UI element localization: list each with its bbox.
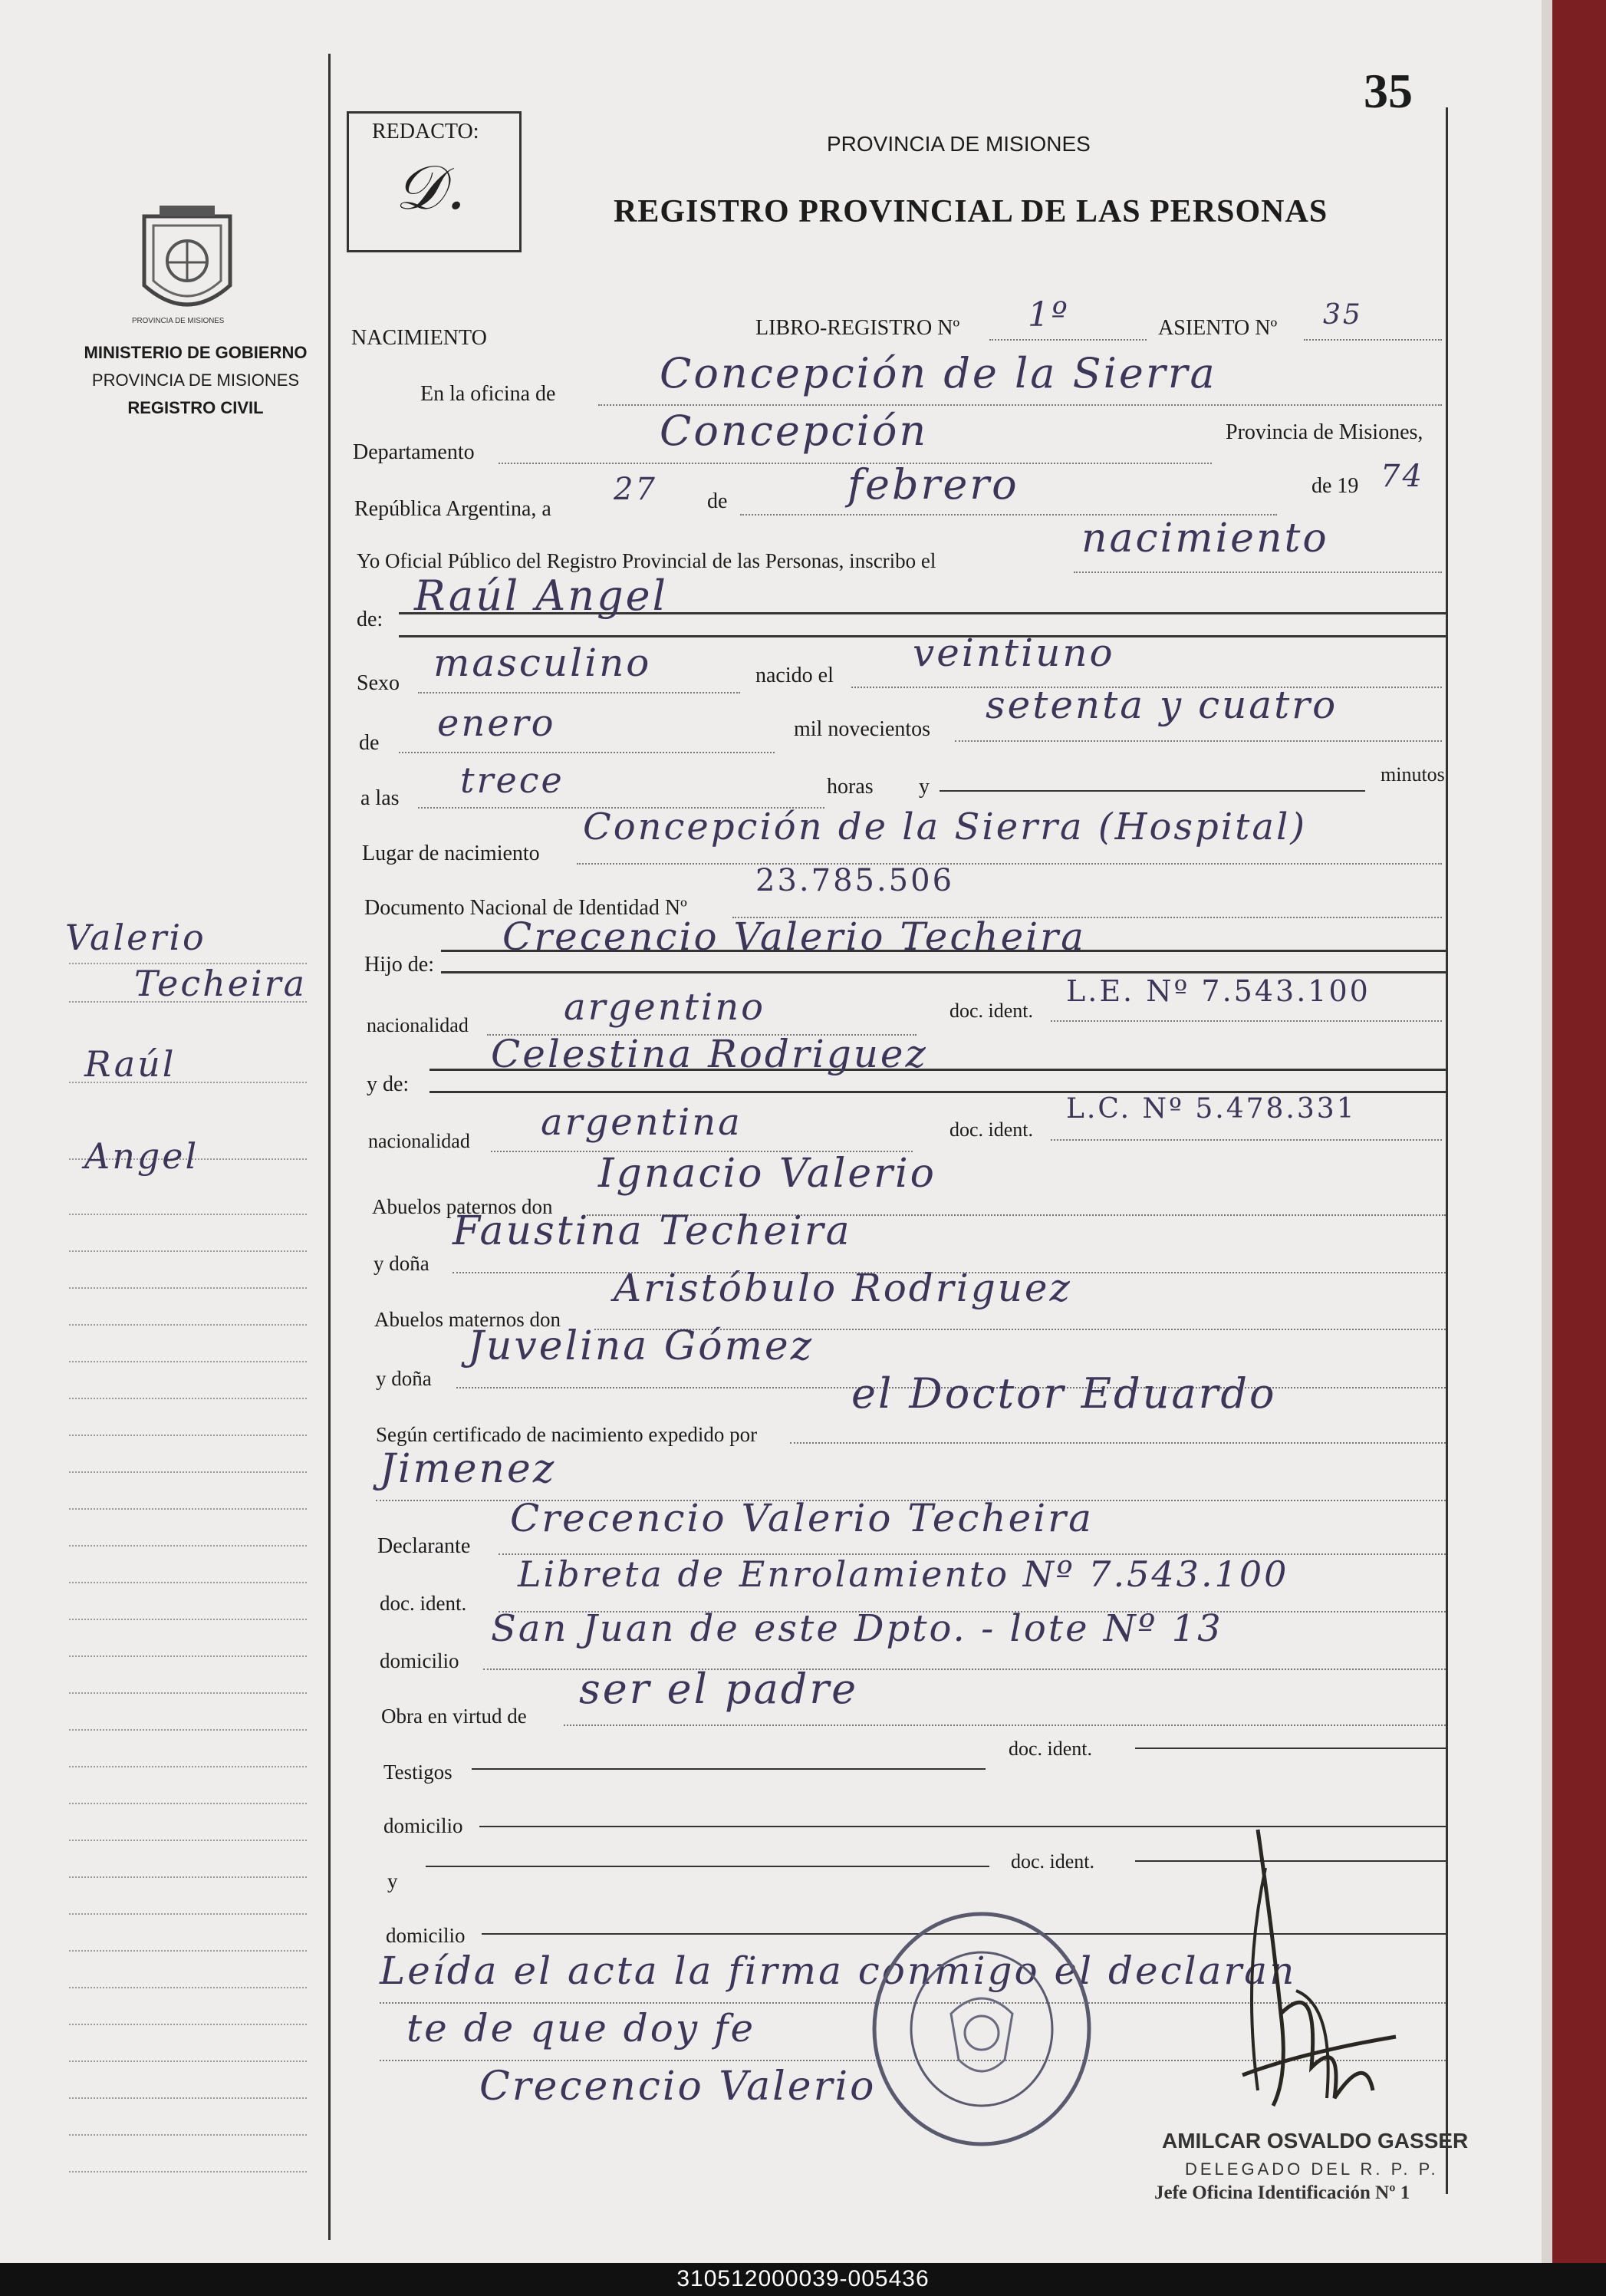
dni-value: 23.785.506 <box>755 863 955 898</box>
padre-value: Crecencio Valerio Techeira <box>502 914 1086 959</box>
ydona-pat-label: y doña <box>374 1252 429 1275</box>
abuela-pat: Faustina Techeira <box>453 1208 852 1254</box>
padre-nac-label: nacionalidad <box>367 1014 469 1036</box>
mil-label: mil novecientos <box>794 717 931 741</box>
oficina-line <box>598 404 1442 406</box>
ministry-line2: PROVINCIA DE MISIONES <box>91 371 300 390</box>
margin-line <box>69 1471 307 1473</box>
oficina-value: Concepción de la Sierra <box>660 349 1217 397</box>
mes-line <box>399 752 775 753</box>
margin-line <box>69 2060 307 2062</box>
obra-value: ser el padre <box>579 1665 859 1713</box>
margin-line <box>69 2097 307 2099</box>
margin-line <box>69 1398 307 1399</box>
hijo-label: Hijo de: <box>364 953 434 977</box>
libro-value: 1º <box>1028 295 1070 334</box>
margin-line <box>69 1766 307 1767</box>
abuelo-pat: Ignacio Valerio <box>598 1151 936 1197</box>
libro-label: LIBRO-REGISTRO Nº <box>755 316 960 340</box>
ministry-line3: REGISTRO CIVIL <box>127 398 264 417</box>
padre-doc-line <box>1051 1020 1442 1022</box>
asiento-value: 35 <box>1323 299 1363 331</box>
testigo2-line <box>426 1866 989 1867</box>
oficial-text: Yo Oficial Público del Registro Provincial de las Personas, inscribo el <box>357 549 936 572</box>
ministry-line1: MINISTERIO DE GOBIERNO <box>84 343 308 362</box>
hora-value: trece <box>460 759 564 801</box>
de-label: de <box>707 489 728 513</box>
oficina-label: En la oficina de <box>420 382 556 406</box>
document-id: 310512000039-005436 <box>676 2266 930 2291</box>
margin-note-3: Raúl <box>84 1043 176 1085</box>
libro-line <box>989 339 1147 341</box>
madre-nac-label: nacionalidad <box>368 1130 470 1152</box>
republica-label: República Argentina, a <box>354 497 551 521</box>
margin-line <box>69 1619 307 1620</box>
abuela-mat: Juvelina Gómez <box>468 1323 815 1369</box>
margin-line <box>69 1655 307 1657</box>
asiento-label: ASIENTO Nº <box>1158 316 1278 340</box>
obra-line <box>564 1724 1446 1726</box>
official-signature-icon <box>1227 1822 1404 2121</box>
redacto-box <box>347 111 522 252</box>
lugar-value: Concepción de la Sierra (Hospital) <box>583 805 1308 848</box>
margin-line <box>69 1435 307 1436</box>
inscribo-line <box>1074 572 1442 573</box>
nacido-label: nacido el <box>755 664 834 687</box>
seal-caption: PROVINCIA DE MISIONES <box>132 316 225 325</box>
header-province: PROVINCIA DE MISIONES <box>827 132 1091 156</box>
madre-doc: L.C. Nº 5.478.331 <box>1066 1093 1357 1125</box>
testigo1-domicilio-label: domicilio <box>383 1814 463 1837</box>
padre-nac: argentino <box>564 986 766 1029</box>
madre-doc-line <box>1051 1139 1442 1141</box>
declarante-value: Crecencio Valerio Techeira <box>510 1496 1094 1540</box>
official-name: AMILCAR OSVALDO GASSER <box>1162 2129 1469 2153</box>
y-label: y <box>919 775 930 799</box>
testigos-doc-line <box>1135 1748 1446 1749</box>
certificado-value2: Jimenez <box>380 1446 557 1492</box>
margin-line <box>69 1950 307 1952</box>
testigos-doc-label: doc. ident. <box>1009 1738 1093 1760</box>
margin-line <box>69 1876 307 1878</box>
year-prefix: de 19 <box>1311 474 1359 498</box>
declarante-label: Declarante <box>377 1534 471 1558</box>
certificado-line <box>790 1442 1446 1444</box>
domicilio-value: San Juan de este Dpto. - lote Nº 13 <box>491 1607 1223 1650</box>
sexo-label: Sexo <box>357 671 400 695</box>
decl-doc-value: Libreta de Enrolamiento Nº 7.543.100 <box>518 1553 1289 1595</box>
margin-line <box>69 1987 307 1988</box>
margin-line <box>69 1545 307 1547</box>
horas-label: horas <box>827 775 874 799</box>
margin-line <box>69 1250 307 1252</box>
departamento-label: Departamento <box>353 440 475 464</box>
margin-note-4: Angel <box>84 1135 199 1177</box>
provincia-suffix: Provincia de Misiones, <box>1226 420 1423 444</box>
abuelo-mat: Aristóbulo Rodriguez <box>614 1266 1072 1310</box>
record-type: NACIMIENTO <box>351 326 487 350</box>
de-colon: de: <box>357 608 383 631</box>
minutos-line <box>940 790 1365 792</box>
margin-line <box>69 2171 307 2172</box>
testigos-label: Testigos <box>383 1761 453 1784</box>
departamento-value: Concepción <box>660 407 929 455</box>
margin-line <box>69 1214 307 1215</box>
nacido-value: veintiuno <box>913 631 1115 675</box>
ministry-seal-icon <box>137 201 238 325</box>
child-name: Raúl Angel <box>414 572 668 620</box>
anio-line <box>955 740 1442 742</box>
page-number: 35 <box>1364 64 1413 118</box>
alas-label: a las <box>360 786 400 810</box>
margin-line <box>69 1361 307 1362</box>
closing-text-1: Leída el acta la firma conmigo el declaran <box>380 1948 1297 1993</box>
margin-line <box>69 1287 307 1289</box>
declarant-signature: Crecencio Valerio <box>479 2064 877 2110</box>
testigos-line <box>472 1768 986 1770</box>
certificado-value: el Doctor Eduardo <box>851 1369 1277 1418</box>
margin-line <box>69 1508 307 1510</box>
margin-note-2: Techeira <box>134 963 308 1004</box>
domicilio-label: domicilio <box>380 1649 459 1672</box>
margin-line <box>69 1913 307 1915</box>
sexo-value: masculino <box>433 641 652 685</box>
left-margin-rule <box>328 54 331 2240</box>
margin-line <box>69 1840 307 1841</box>
obra-label: Obra en virtud de <box>381 1705 527 1728</box>
official-office: Jefe Oficina Identificación Nº 1 <box>1154 2182 1410 2203</box>
margin-line <box>69 1324 307 1326</box>
decl-doc-label: doc. ident. <box>380 1592 467 1615</box>
mes-value: enero <box>437 702 556 745</box>
redacto-label: REDACTO: <box>372 120 479 143</box>
padre-line-under <box>441 971 1446 973</box>
madre-value: Celestina Rodriguez <box>491 1032 928 1076</box>
month-value: febrero <box>847 460 1019 509</box>
margin-note-1: Valerio <box>65 917 206 958</box>
margin-line <box>69 2024 307 2025</box>
official-title: DELEGADO DEL R. P. P. <box>1185 2159 1439 2179</box>
sexo-line <box>418 692 740 693</box>
right-margin-rule <box>1446 107 1448 2194</box>
madre-nac: argentina <box>541 1101 742 1144</box>
inscribo-value: nacimiento <box>1081 516 1329 562</box>
margin-line <box>69 1582 307 1583</box>
page-edge <box>1542 0 1552 2263</box>
lugar-line <box>577 863 1442 865</box>
yde-label: y de: <box>367 1072 410 1096</box>
padre-doc-label: doc. ident. <box>949 1000 1034 1022</box>
book-binding <box>1552 0 1606 2263</box>
margin-line <box>69 1692 307 1694</box>
lugar-label: Lugar de nacimiento <box>362 842 540 865</box>
margin-line <box>69 2134 307 2136</box>
testigo2-y-label: y <box>387 1869 398 1892</box>
redacto-initial: 𝒟. <box>395 152 469 223</box>
day-value: 27 <box>614 472 657 507</box>
padre-doc: L.E. Nº 7.543.100 <box>1066 974 1371 1008</box>
minutos-label: minutos <box>1381 763 1445 786</box>
testigo2-domicilio-label: domicilio <box>386 1924 466 1947</box>
abuelos-mat-label: Abuelos maternos don <box>374 1308 561 1331</box>
year-value: 74 <box>1381 459 1424 494</box>
madre-doc-label: doc. ident. <box>949 1118 1034 1141</box>
testigo2-doc-label: doc. ident. <box>1011 1850 1095 1873</box>
dni-label: Documento Nacional de Identidad Nº <box>364 896 687 920</box>
margin-line <box>69 1803 307 1804</box>
ydona-mat-label: y doña <box>376 1367 432 1390</box>
anio-value: setenta y cuatro <box>986 683 1338 727</box>
official-stamp-icon <box>867 1906 1097 2152</box>
certificado-label: Según certificado de nacimiento expedido por <box>376 1423 758 1446</box>
de-mes-label: de <box>359 731 380 755</box>
abuelos-pat-label: Abuelos paternos don <box>372 1195 553 1218</box>
header-title: REGISTRO PROVINCIAL DE LAS PERSONAS <box>614 194 1328 229</box>
asiento-line <box>1304 339 1442 341</box>
closing-text-2: te de que doy fe <box>406 2006 756 2051</box>
margin-line <box>69 1729 307 1731</box>
